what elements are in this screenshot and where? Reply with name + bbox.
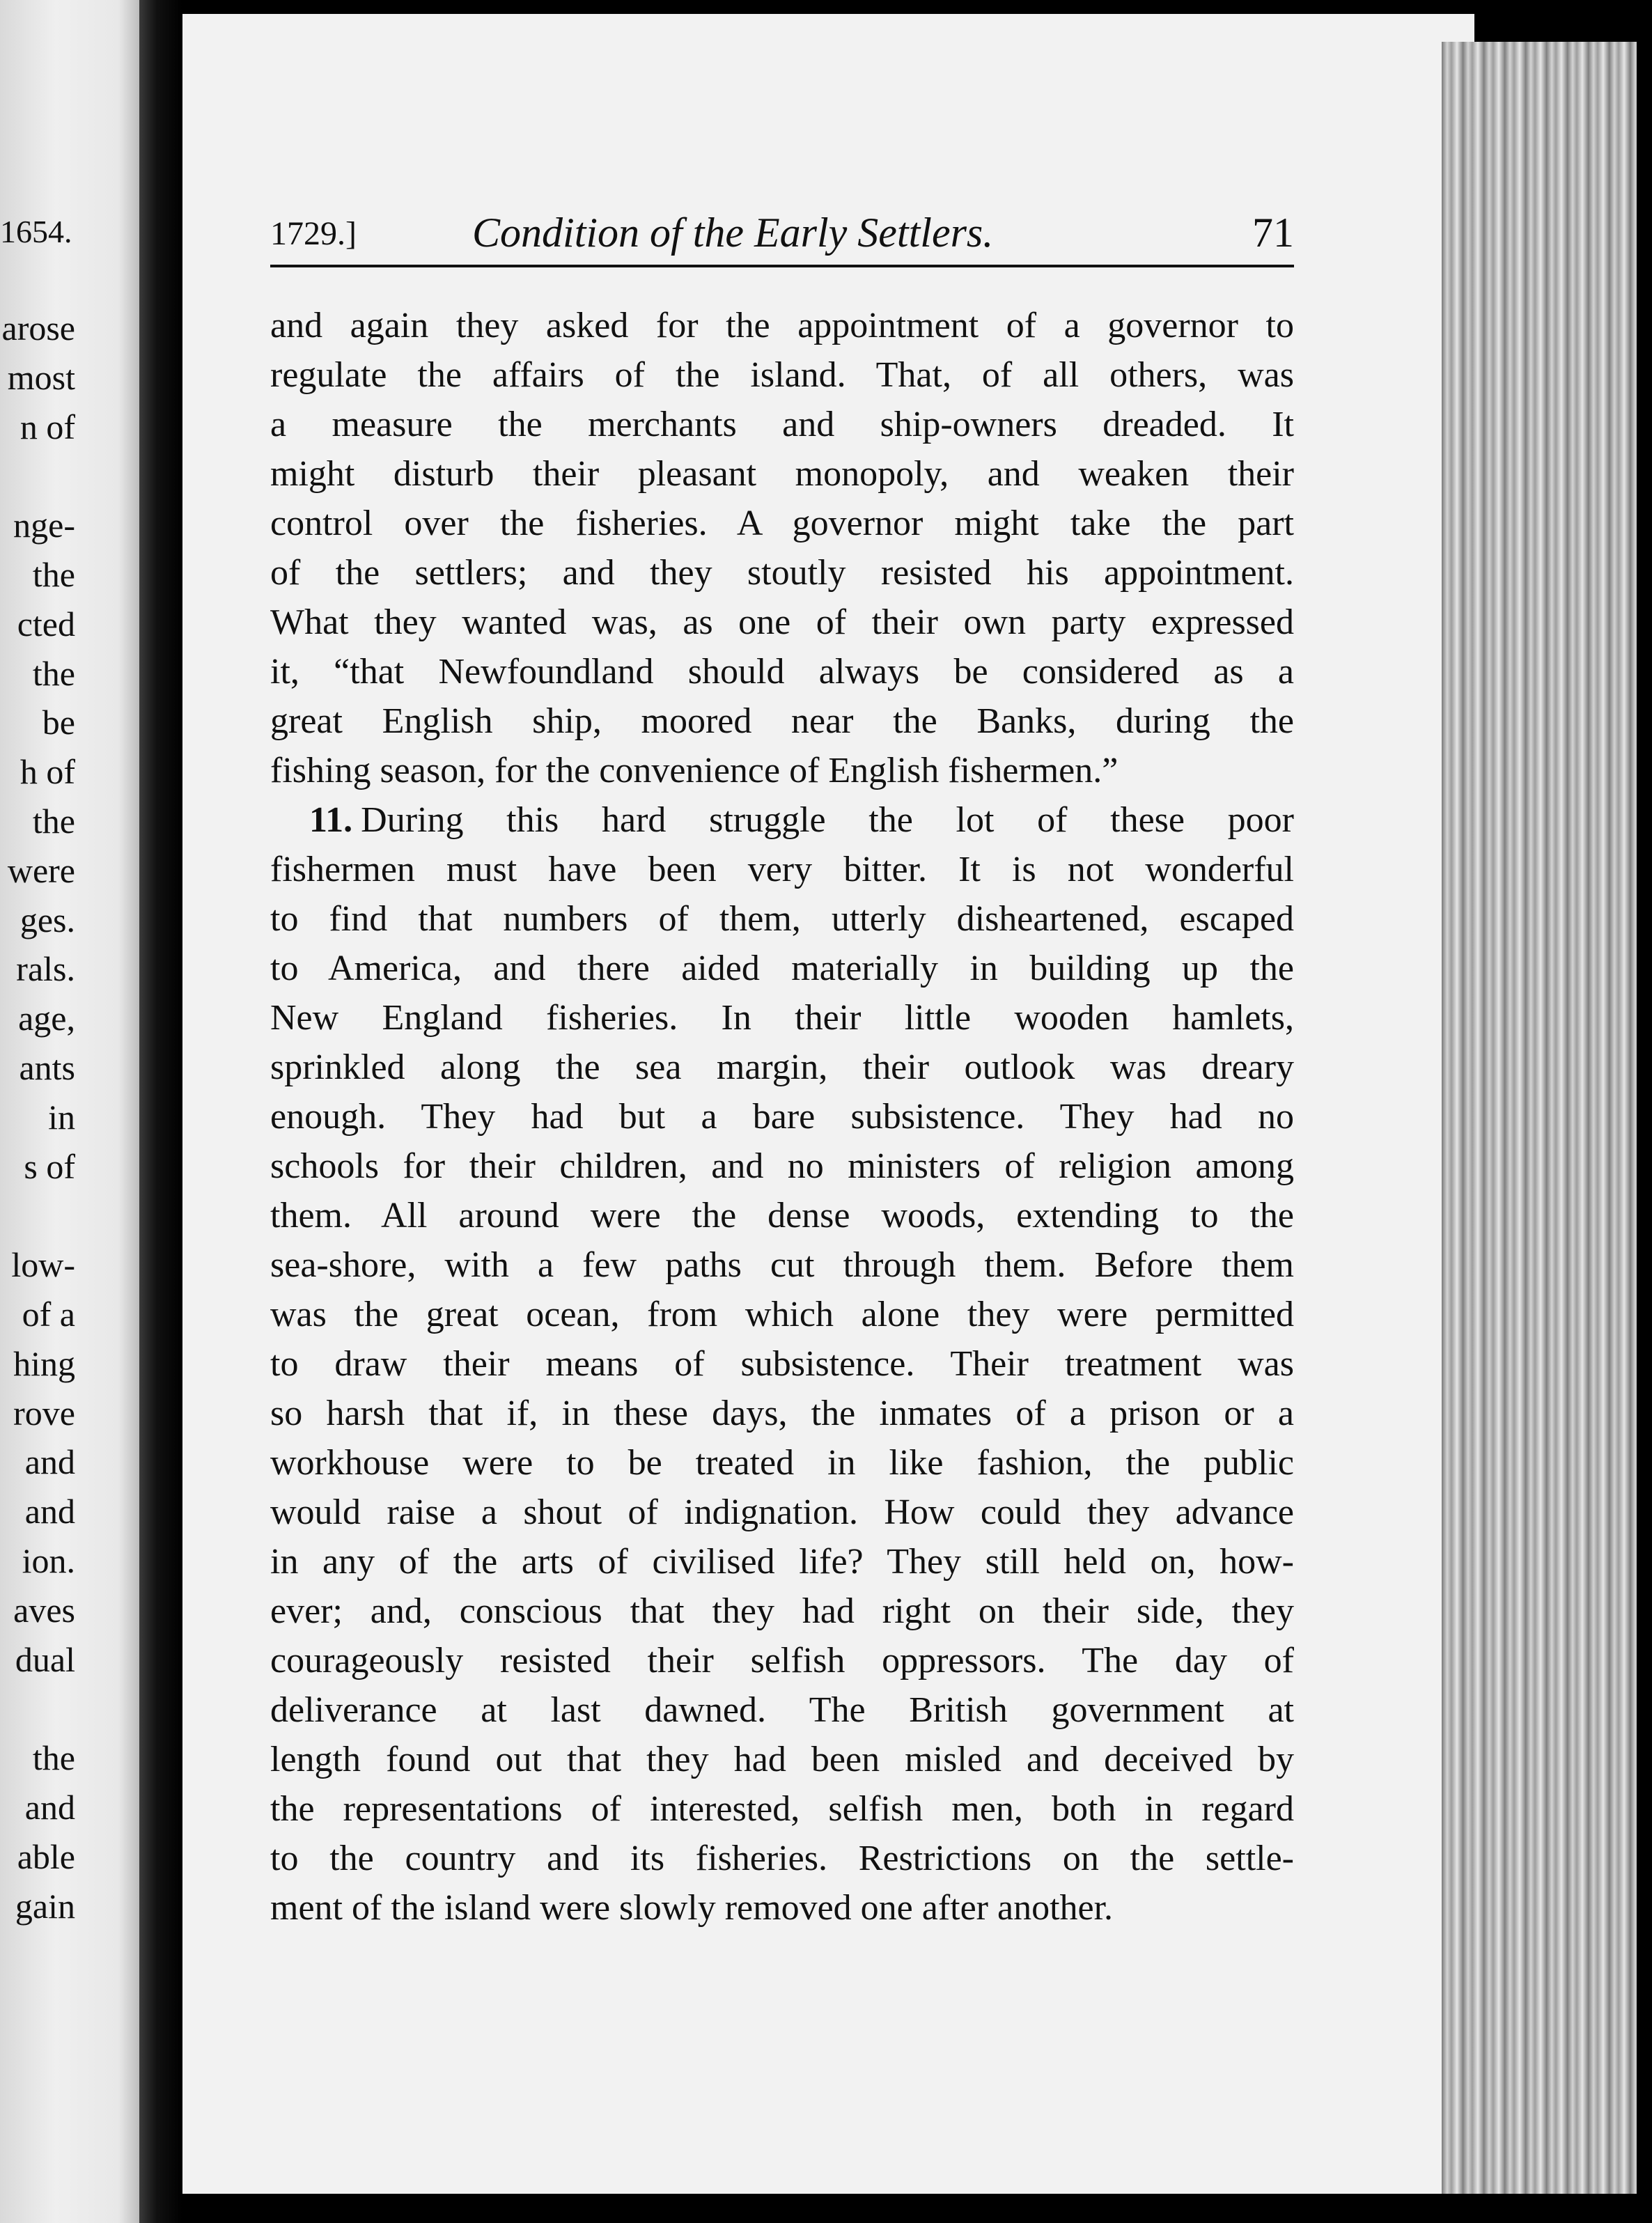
text-line: deliverance at last dawned. The British government at (270, 1690, 1294, 1730)
text-line: great English ship, moored near the Banks, during the (270, 701, 1294, 741)
left-fragment: the (32, 653, 75, 693)
left-fragment: h of (20, 752, 75, 792)
text-line: New England fisheries. In their little wooden hamlets, (270, 998, 1294, 1038)
left-fragment: dual (15, 1639, 75, 1679)
paragraph-number: 11. (309, 800, 353, 840)
left-fragment (2, 451, 76, 501)
text-line: enough. They had but a bare subsistence. They had no (270, 1097, 1294, 1137)
text-line: to America, and there aided materially in building up the (270, 949, 1294, 988)
left-fragment: rals. (16, 949, 75, 989)
left-fragment: s of (24, 1146, 75, 1186)
left-page-year: 1654. (0, 214, 72, 249)
text-line: to find that numbers of them, utterly disheartened, escaped (270, 899, 1294, 939)
text-line: to the country and its fisheries. Restrictions on the settle- (270, 1839, 1294, 1878)
left-fragment: ion. (22, 1540, 75, 1580)
left-fragment: cted (17, 604, 75, 644)
left-fragment (2, 1191, 76, 1240)
text-line: in any of the arts of civilised life? They still held on, how- (270, 1542, 1294, 1582)
text-line: schools for their children, and no ministers of religion among (270, 1146, 1294, 1186)
left-page (0, 0, 139, 2223)
text-line: was the great ocean, from which alone they were permitted (270, 1295, 1294, 1334)
left-fragment: in (48, 1097, 75, 1137)
left-fragment: the (32, 554, 75, 594)
text-line: During this hard struggle the lot of these poor (361, 800, 1294, 840)
text-line: sprinkled along the sea margin, their outlook was dreary (270, 1047, 1294, 1087)
left-fragment: nge- (13, 506, 75, 545)
text-line: workhouse were to be treated in like fashion, the public (270, 1443, 1294, 1483)
text-line: control over the fisheries. A governor might take the part (270, 504, 1294, 543)
left-fragment: age, (18, 999, 75, 1038)
left-fragment: gain (15, 1886, 75, 1926)
text-line: a measure the merchants and ship-owners dreaded. It (270, 405, 1294, 444)
left-fragment: hing (13, 1343, 75, 1383)
page-edges (1442, 42, 1637, 2194)
left-fragment: aves (13, 1590, 75, 1630)
left-fragment: most (7, 357, 75, 397)
text-line: to draw their means of subsistence. Their treatment was (270, 1344, 1294, 1384)
book-gutter (139, 0, 182, 2223)
text-line: so harsh that if, in these days, the inmates of a prison or a (270, 1394, 1294, 1433)
header-year: 1729.] (270, 215, 357, 252)
text-line: What they wanted was, as one of their own party expressed (270, 602, 1294, 642)
left-fragment: were (7, 850, 75, 890)
left-fragment: the (32, 1738, 75, 1778)
left-fragment: and (24, 1787, 75, 1827)
text-line: would raise a shout of indignation. How could they advance (270, 1492, 1294, 1532)
text-line: sea-shore, with a few paths cut through them. Before them (270, 1245, 1294, 1285)
text-line: fishing season, for the convenience of English fishermen.” (270, 751, 1119, 790)
left-fragment: be (42, 703, 75, 742)
text-line: the representations of interested, selfish men, both in regard (270, 1789, 1294, 1829)
left-fragment: ants (19, 1047, 75, 1087)
left-fragment: ges. (20, 900, 75, 939)
left-fragment: arose (1, 309, 75, 348)
page-title: Condition of the Early Settlers. (472, 210, 994, 256)
text-line: them. All around were the dense woods, extending to the (270, 1196, 1294, 1235)
left-fragment: low- (11, 1245, 75, 1285)
text-line: and again they asked for the appointment of a governor to (270, 306, 1294, 345)
left-fragment: and (24, 1492, 75, 1531)
text-line: might disturb their pleasant monopoly, and weaken their (270, 454, 1294, 494)
page-number: 71 (1252, 210, 1294, 256)
text-line: ment of the island were slowly removed one after another. (270, 1888, 1114, 1928)
text-line: it, “that Newfoundland should always be considered as a (270, 652, 1294, 692)
left-fragment (2, 1684, 76, 1733)
text-line: fishermen must have been very bitter. It is not wonderful (270, 850, 1294, 889)
left-fragment: able (17, 1836, 75, 1876)
text-line: regulate the affairs of the island. That, of all others, was (270, 355, 1294, 395)
left-fragment: n of (20, 407, 75, 446)
left-fragment: rove (13, 1393, 75, 1433)
left-fragment: and (24, 1442, 75, 1482)
text-line: of the settlers; and they stoutly resisted his appointment. (270, 553, 1294, 593)
left-fragment: of a (22, 1294, 75, 1334)
text-line: length found out that they had been misled and deceived by (270, 1740, 1294, 1779)
body-text (270, 301, 1294, 1933)
paragraph-start-line (270, 795, 1294, 845)
running-header (270, 209, 1294, 267)
text-line: ever; and, conscious that they had right on their side, they (270, 1591, 1294, 1631)
left-page-fragments (2, 304, 76, 1930)
left-fragment: the (32, 801, 75, 841)
text-line: courageously resisted their selfish oppressors. The day of (270, 1641, 1294, 1680)
